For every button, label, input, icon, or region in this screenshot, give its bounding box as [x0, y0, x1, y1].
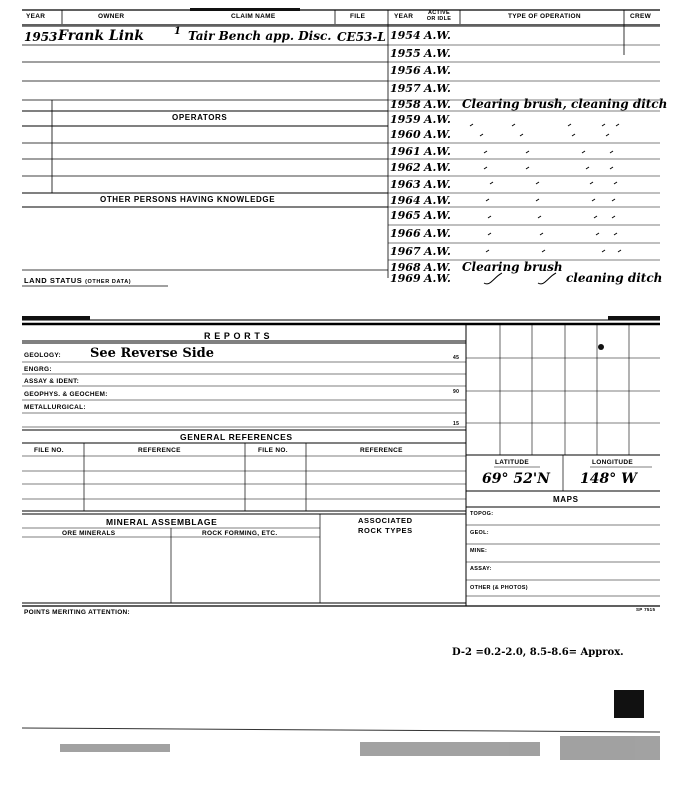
activity-year: 1957	[390, 82, 421, 95]
land-status-label: LAND STATUS	[24, 276, 83, 285]
activity-year: 1967	[390, 245, 421, 258]
latitude-value: 69° 52'N	[482, 471, 550, 487]
ref-col-reference-2: REFERENCE	[360, 447, 403, 454]
activity-status: A.W.	[424, 261, 451, 274]
rock-forming-label: ROCK FORMING, ETC.	[202, 530, 278, 537]
activity-year: 1959	[390, 113, 421, 126]
assay-note: D-2 =0.2-2.0, 8.5-8.6= Approx.	[452, 647, 624, 658]
col-year: YEAR	[26, 13, 46, 20]
maps-geol: GEOL:	[470, 530, 489, 536]
col-file: FILE	[350, 13, 366, 20]
activity-status: A.W.	[424, 178, 451, 191]
activity-status: A.W.	[424, 209, 451, 222]
activity-year: 1956	[390, 64, 421, 77]
number-45: 45	[453, 355, 460, 361]
activity-status: A.W.	[424, 47, 451, 60]
activity-year: 1969	[390, 272, 421, 285]
number-15: 15	[453, 421, 460, 427]
activity-status: A.W.	[424, 29, 451, 42]
col-year-2: YEAR	[394, 13, 414, 20]
activity-year: 1965	[390, 209, 421, 222]
longitude-label: LONGITUDE	[592, 459, 633, 466]
activity-year: 1954	[390, 29, 421, 42]
activity-year: 1966	[390, 227, 421, 240]
general-references-heading: GENERAL REFERENCES	[180, 432, 293, 442]
activity-year: 1960	[390, 128, 421, 141]
activity-year: 1963	[390, 178, 421, 191]
operators-heading: OPERATORS	[172, 113, 228, 122]
owner-year: 1953	[24, 30, 58, 44]
assay-label: ASSAY & IDENT:	[24, 378, 80, 385]
activity-year: 1961	[390, 145, 421, 158]
activity-operation: Clearing brush, cleaning ditch	[462, 97, 668, 111]
number-90: 90	[453, 389, 460, 395]
owner-name: Frank Link	[58, 28, 144, 44]
maps-heading: MAPS	[553, 495, 579, 504]
col-owner: OWNER	[98, 13, 125, 20]
activity-status: A.W.	[424, 113, 451, 126]
activity-status: A.W.	[424, 272, 451, 285]
maps-other: OTHER (& PHOTOS)	[470, 585, 528, 591]
activity-status: A.W.	[424, 227, 451, 240]
activity-status: A.W.	[424, 98, 451, 111]
longitude-value: 148° W	[580, 471, 637, 487]
activity-year: 1964	[390, 194, 421, 207]
ref-col-file-no-2: FILE NO.	[258, 447, 288, 454]
activity-status: A.W.	[424, 161, 451, 174]
activity-year: 1968	[390, 261, 421, 274]
geophys-label: GEOPHYS. & GEOCHEM:	[24, 391, 108, 398]
metallurgical-label: METALLURGICAL:	[24, 404, 86, 411]
maps-mine: MINE:	[470, 548, 488, 554]
activity-year: 1955	[390, 47, 421, 60]
latitude-label: LATITUDE	[495, 459, 530, 466]
form-number: SP 7515	[636, 607, 656, 612]
geology-label: GEOLOGY:	[24, 352, 61, 359]
land-status-heading	[24, 276, 131, 285]
activity-operation: Clearing brush	[462, 260, 563, 274]
rock-types-label: ROCK TYPES	[358, 526, 413, 535]
engrg-label: ENGRG:	[24, 366, 52, 373]
activity-operation: cleaning ditch	[566, 271, 663, 285]
activity-status: A.W.	[424, 82, 451, 95]
col-crew: CREW	[630, 13, 652, 20]
activity-status: A.W.	[424, 194, 451, 207]
claim-file: CE53-L	[337, 30, 386, 44]
activity-year: 1958	[390, 98, 421, 111]
ref-col-reference-1: REFERENCE	[138, 447, 181, 454]
activity-status: A.W.	[424, 245, 451, 258]
activity-year: 1962	[390, 161, 421, 174]
col-claim-name: CLAIM NAME	[231, 13, 276, 20]
activity-status: A.W.	[424, 145, 451, 158]
ref-col-file-no-1: FILE NO.	[34, 447, 64, 454]
land-status-sub: (OTHER DATA)	[85, 279, 132, 285]
activity-status: A.W.	[424, 128, 451, 141]
associated-label: ASSOCIATED	[358, 516, 413, 525]
maps-assay: ASSAY:	[470, 566, 492, 572]
maps-topog: TOPOG:	[470, 511, 494, 517]
claim-prefix: 1	[174, 26, 181, 37]
reports-heading: R E P O R T S	[204, 331, 271, 341]
geology-value: See Reverse Side	[90, 346, 215, 361]
ore-minerals-label: ORE MINERALS	[62, 530, 116, 537]
col-type-of-operation: TYPE OF OPERATION	[508, 13, 581, 20]
claim-name: Tair Bench app. Disc.	[188, 29, 332, 43]
mineral-assemblage-heading: MINERAL ASSEMBLAGE	[106, 517, 218, 527]
points-meriting-label: POINTS MERITING ATTENTION:	[24, 609, 131, 616]
col-active-idle: ACTIVE OR IDLE	[426, 10, 452, 22]
other-persons-heading: OTHER PERSONS HAVING KNOWLEDGE	[100, 195, 276, 204]
activity-status: A.W.	[424, 64, 451, 77]
